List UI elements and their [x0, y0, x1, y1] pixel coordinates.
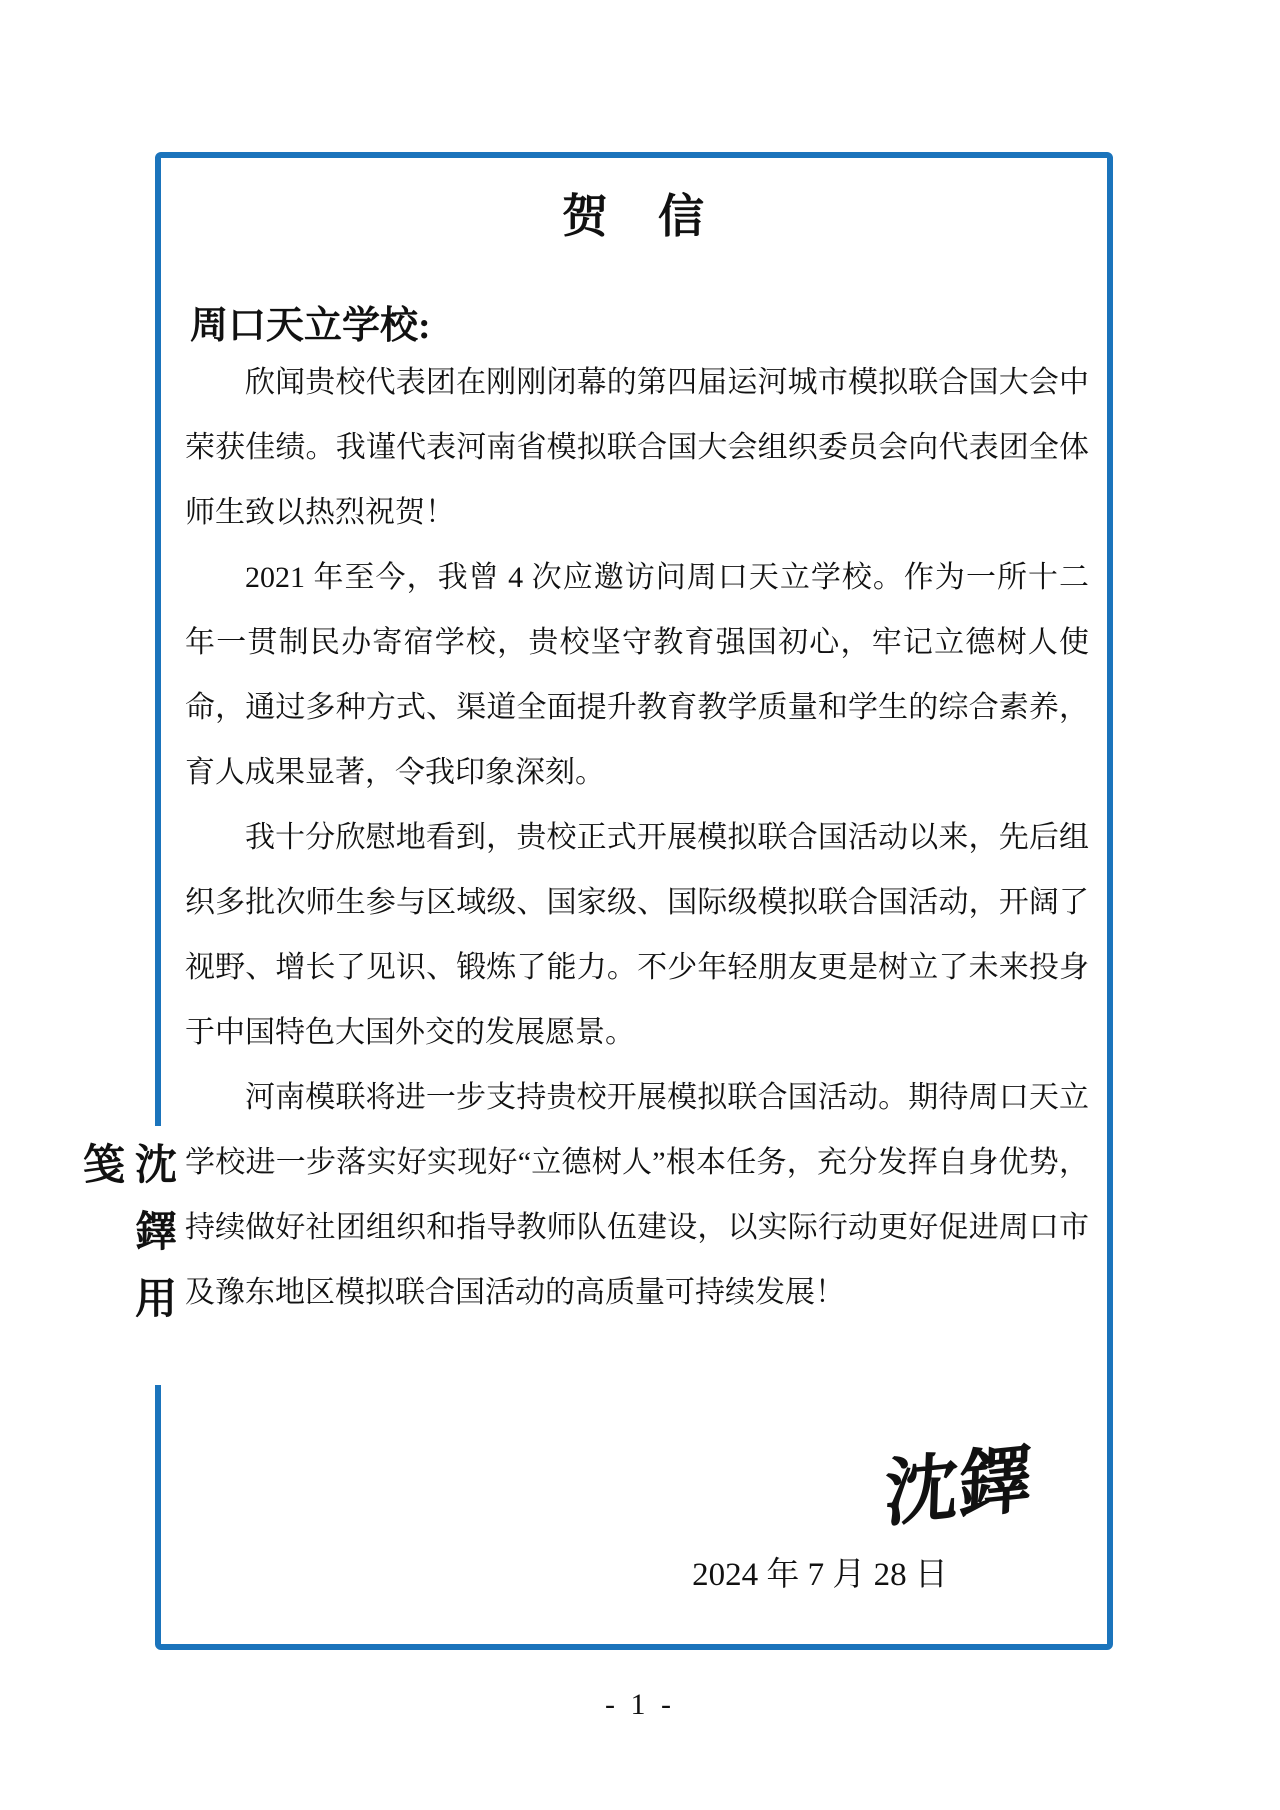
letter-body [185, 350, 1089, 1325]
letter-date: 2024 年 7 月 28 日 [692, 1557, 948, 1593]
page-number: - 1 - [605, 1688, 675, 1721]
salutation: 周口天立学校: [190, 305, 431, 347]
paragraph-2: 2021 年至今，我曾 4 次应邀访问周口天立学校。作为一所十二年一贯制民办寄宿学校，贵校坚守教育强国初心，牢记立德树人使命，通过多种方式、渠道全面提升教育教学质量和学生的综合素养，育人成果显著，令我印象深刻。 [185, 561, 1089, 789]
signature-handwriting: 沈鐸 [883, 1438, 1034, 1537]
letter-border-frame [155, 152, 1113, 1650]
letter-title: 贺 信 [562, 191, 706, 242]
paragraph-4: 河南模联将进一步支持贵校开展模拟联合国活动。期待周口天立学校进一步落实好实现好“立德树人”根本任务，充分发挥自身优势，持续做好社团组织和指导教师队伍建设，以实际行动更好促进周口市及豫东地区模拟联合国活动的高质量可持续发展！ [185, 1081, 1089, 1309]
paragraph-3: 我十分欣慰地看到，贵校正式开展模拟联合国活动以来，先后组织多批次师生参与区域级、国家级、国际级模拟联合国活动，开阔了视野、增长了见识、锻炼了能力。不少年轻朋友更是树立了未来投身于中国特色大国外交的发展愿景。 [185, 821, 1089, 1049]
stationery-side-label: 沈鐸用笺 [77, 1142, 175, 1343]
paragraph-1: 欣闻贵校代表团在刚刚闭幕的第四届运河城市模拟联合国大会中荣获佳绩。我谨代表河南省模拟联合国大会组织委员会向代表团全体师生致以热烈祝贺！ [185, 366, 1089, 529]
